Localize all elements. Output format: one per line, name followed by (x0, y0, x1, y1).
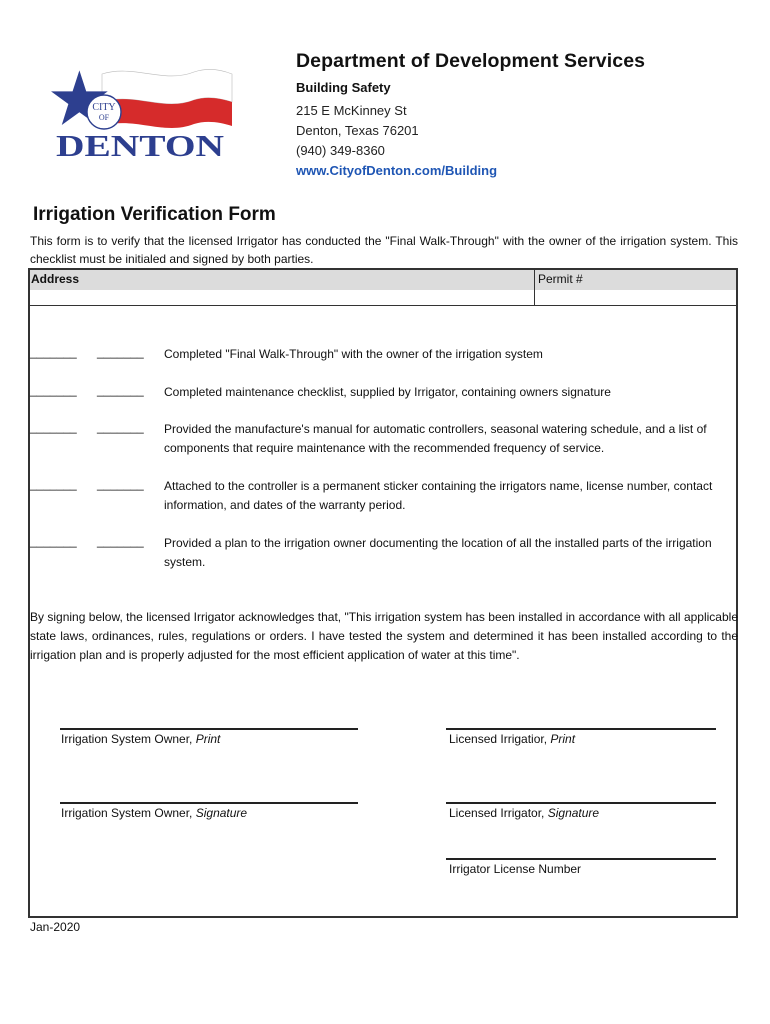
acknowledgement-text: By signing below, the licensed Irrigator acknowledges that, "This irrigation system has been installed in accordance with all applicable state laws, ordinances, rules, regulations or orders. I have tested the system and determined it has been installed according to the irrigation plan and is properly adjusted for the most efficient application of water at this time". (30, 610, 738, 662)
irrigator-signature-line[interactable] (446, 802, 716, 804)
irrigator-initial-blank[interactable]: _______ (97, 534, 144, 548)
irrigator-print-line[interactable] (446, 728, 716, 730)
owner-signature-line[interactable] (60, 802, 358, 804)
phone-number: (940) 349-8360 (296, 143, 385, 158)
permit-divider (534, 270, 535, 306)
address-header-row (30, 270, 736, 290)
owner-print-line[interactable] (60, 728, 358, 730)
logo-name-text: DENTON (56, 128, 224, 160)
irrigator-initial-blank[interactable]: _______ (97, 383, 144, 397)
revision-date: Jan-2020 (30, 920, 81, 934)
irrigator-print-label: Licensed Irrigatior, Print (449, 732, 576, 746)
owner-signature-label: Irrigation System Owner, Signature (61, 806, 248, 820)
permit-number-field[interactable] (537, 290, 735, 305)
owner-initial-blank[interactable]: _______ (30, 534, 77, 548)
owner-initial-blank[interactable]: _______ (30, 420, 77, 434)
license-number-label: Irrigator License Number (449, 862, 582, 876)
address-field[interactable] (32, 290, 532, 305)
license-number-line[interactable] (446, 858, 716, 860)
form-intro: This form is to verify that the licensed Irrigator has conducted the "Final Walk-Through" with the owner of the irrigation system. This checklist must be initialed and signed by both parties. (30, 234, 738, 266)
checklist-item: Attached to the controller is a permanent sticker containing the irrigators name, license number, contact information, and dates of the warranty period. (164, 479, 713, 512)
logo-city-text: CITY (92, 102, 116, 113)
form-title: Irrigation Verification Form (33, 204, 276, 225)
owner-initial-blank[interactable]: _______ (30, 345, 77, 359)
address-row-bottom (30, 305, 736, 306)
logo-of-text: OF (98, 113, 110, 122)
permit-label: Permit # (538, 272, 583, 286)
division-name: Building Safety (296, 80, 391, 95)
checklist-item: Completed "Final Walk-Through" with the owner of the irrigation system (164, 347, 543, 361)
irrigator-initial-blank[interactable]: _______ (97, 345, 144, 359)
owner-initial-blank[interactable]: _______ (30, 383, 77, 397)
checklist-item: Provided the manufacture's manual for automatic controllers, seasonal watering schedule, and a list of components that require maintenance with the recommended frequency of service. (164, 422, 707, 455)
form-frame (28, 268, 738, 918)
owner-initial-blank[interactable]: _______ (30, 477, 77, 491)
website-link[interactable]: www.CityofDenton.com/Building (296, 163, 498, 178)
city-of-denton-logo (44, 62, 236, 160)
irrigator-signature-label: Licensed Irrigator, Signature (449, 806, 600, 820)
city-state-zip: Denton, Texas 76201 (296, 123, 419, 138)
checklist-item: Completed maintenance checklist, supplied by Irrigator, containing owners signature (164, 385, 611, 399)
owner-print-label: Irrigation System Owner, Print (61, 732, 221, 746)
checklist-item: Provided a plan to the irrigation owner documenting the location of all the installed parts of the irrigation system. (164, 536, 712, 569)
street-address: 215 E McKinney St (296, 103, 407, 118)
texas-flag-graphic (51, 69, 232, 129)
irrigator-initial-blank[interactable]: _______ (97, 420, 144, 434)
address-label: Address (31, 272, 80, 286)
department-title: Department of Development Services (296, 50, 646, 72)
irrigator-initial-blank[interactable]: _______ (97, 477, 144, 491)
